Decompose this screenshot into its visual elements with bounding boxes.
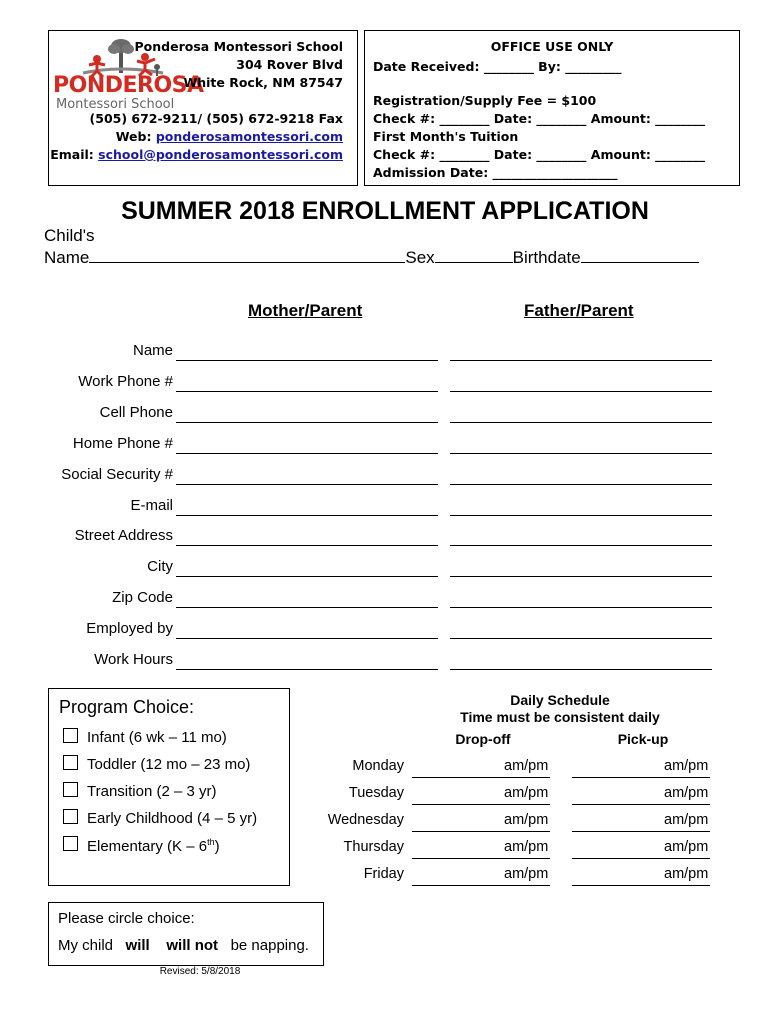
mother-heading: Mother/Parent: [248, 301, 363, 320]
wednesday-pickup-ampm: am/pm: [664, 812, 709, 828]
monday-pickup-ampm: am/pm: [664, 758, 709, 774]
tuesday-pickup-field[interactable]: [572, 804, 710, 805]
father-street-address-field[interactable]: [450, 545, 712, 546]
mother-work-phone-field[interactable]: [176, 391, 438, 392]
father-work-hours-field[interactable]: [450, 669, 712, 670]
mother-name-field[interactable]: [176, 360, 438, 361]
thursday-pickup-ampm: am/pm: [664, 839, 709, 855]
father-employed-by-field[interactable]: [450, 638, 712, 639]
checkbox-elementary[interactable]: [63, 836, 78, 851]
monday-dropoff-ampm: am/pm: [504, 758, 549, 774]
thursday-pickup-field[interactable]: [572, 858, 710, 859]
nap-choice-box: [48, 902, 324, 966]
day-tuesday: Tuesday: [348, 785, 404, 801]
option-transition: Transition (2 – 3 yr): [87, 783, 217, 800]
mother-e-mail-field[interactable]: [176, 515, 438, 516]
father-cell-phone-field[interactable]: [450, 422, 712, 423]
school-email-row: [50, 147, 343, 162]
mother-employed-by-field[interactable]: [176, 638, 438, 639]
option-elementary: [87, 837, 220, 855]
school-address: 304 Rover Blvd: [236, 57, 343, 72]
father-name-field[interactable]: [450, 360, 712, 361]
school-city: White Rock, NM 87547: [183, 75, 343, 90]
friday-pickup-ampm: am/pm: [664, 866, 709, 882]
mother-street-address-field[interactable]: [176, 545, 438, 546]
birthdate-label: Birthdate: [512, 248, 581, 267]
wednesday-dropoff-ampm: am/pm: [504, 812, 549, 828]
day-friday: Friday: [363, 866, 404, 882]
school-web-row: [116, 129, 343, 144]
option-toddler: Toddler (12 mo – 23 mo): [87, 756, 251, 773]
mother-city-field[interactable]: [176, 576, 438, 577]
day-thursday: Thursday: [343, 839, 404, 855]
label-city: City: [147, 558, 173, 575]
father-social-security-field[interactable]: [450, 484, 712, 485]
page-title: SUMMER 2018 ENROLLMENT APPLICATION: [121, 197, 649, 225]
thursday-dropoff-ampm: am/pm: [504, 839, 549, 855]
child-name-field[interactable]: [89, 248, 405, 263]
father-home-phone-field[interactable]: [450, 453, 712, 454]
thursday-dropoff-field[interactable]: [412, 858, 550, 859]
pickup-heading: Pick-up: [617, 731, 669, 747]
nap-suffix: be napping.: [230, 937, 309, 954]
mother-zip-code-field[interactable]: [176, 607, 438, 608]
label-cell-phone: Cell Phone: [99, 404, 173, 421]
school-phone: (505) 672-9211/ (505) 672-9218 Fax: [89, 111, 343, 126]
checkbox-transition[interactable]: [63, 782, 78, 797]
elementary-text: Elementary (K – 6: [87, 838, 208, 855]
office-check-1: Check #: ________ Date: ________ Amount: ________: [373, 111, 706, 126]
revised-date: Revised: 5/8/2018: [159, 966, 241, 977]
schedule-subtitle: Time must be consistent daily: [460, 709, 660, 725]
label-employed-by: Employed by: [86, 620, 173, 637]
office-tuition: First Month's Tuition: [373, 129, 519, 144]
program-choice-box: [48, 688, 290, 886]
nap-will-option[interactable]: will: [125, 937, 150, 954]
email-label: Email:: [50, 147, 94, 162]
program-title: Program Choice:: [59, 697, 195, 717]
office-title: OFFICE USE ONLY: [490, 39, 614, 54]
elementary-superscript: th: [207, 837, 215, 847]
checkbox-toddler[interactable]: [63, 755, 78, 770]
father-work-phone-field[interactable]: [450, 391, 712, 392]
label-street-address: Street Address: [74, 527, 173, 544]
mother-work-hours-field[interactable]: [176, 669, 438, 670]
option-infant: Infant (6 wk – 11 mo): [87, 729, 227, 746]
child-name-label: Name: [44, 248, 90, 267]
logo-subword: Montessori School: [56, 97, 175, 112]
school-name: Ponderosa Montessori School: [134, 39, 343, 54]
label-zip-code: Zip Code: [112, 589, 173, 606]
label-work-hours: Work Hours: [94, 651, 173, 668]
wednesday-dropoff-field[interactable]: [412, 831, 550, 832]
checkbox-early-childhood[interactable]: [63, 809, 78, 824]
friday-pickup-field[interactable]: [572, 885, 710, 886]
mother-social-security-field[interactable]: [176, 484, 438, 485]
mother-cell-phone-field[interactable]: [176, 422, 438, 423]
email-link[interactable]: school@ponderosamontessori.com: [98, 147, 343, 162]
child-info-row: [44, 248, 699, 268]
nap-title: Please circle choice:: [58, 910, 195, 927]
office-check-2: Check #: ________ Date: ________ Amount: ________: [373, 147, 706, 162]
tuesday-dropoff-ampm: am/pm: [504, 785, 549, 801]
monday-pickup-field[interactable]: [572, 777, 710, 778]
web-label: Web:: [115, 129, 152, 144]
wednesday-pickup-field[interactable]: [572, 831, 710, 832]
office-fee: Registration/Supply Fee = $100: [373, 93, 597, 108]
dropoff-heading: Drop-off: [455, 731, 511, 747]
checkbox-infant[interactable]: [63, 728, 78, 743]
school-info-box: [48, 30, 358, 186]
label-name: Name: [132, 342, 173, 359]
tuesday-pickup-ampm: am/pm: [664, 785, 709, 801]
schedule-title: Daily Schedule: [510, 692, 610, 708]
monday-dropoff-field[interactable]: [412, 777, 550, 778]
father-heading: Father/Parent: [524, 301, 634, 320]
nap-prefix: My child: [58, 937, 114, 954]
sex-field[interactable]: [435, 248, 513, 263]
friday-dropoff-ampm: am/pm: [504, 866, 549, 882]
nap-will-not-option[interactable]: will not: [166, 937, 219, 954]
label-e-mail: E-mail: [130, 497, 173, 514]
option-early-childhood: Early Childhood (4 – 5 yr): [87, 810, 258, 827]
sex-label: Sex: [405, 248, 435, 267]
label-social-security: Social Security #: [61, 466, 173, 483]
birthdate-field[interactable]: [581, 248, 699, 263]
office-use-box: [364, 30, 740, 186]
website-link[interactable]: ponderosamontessori.com: [155, 129, 343, 144]
office-admission: Admission Date: ____________________: [373, 165, 618, 180]
tuesday-dropoff-field[interactable]: [412, 804, 550, 805]
mother-home-phone-field[interactable]: [176, 453, 438, 454]
day-monday: Monday: [352, 758, 404, 774]
father-zip-code-field[interactable]: [450, 607, 712, 608]
friday-dropoff-field[interactable]: [412, 885, 550, 886]
father-e-mail-field[interactable]: [450, 515, 712, 516]
office-date-received: Date Received: ________ By: _________: [373, 59, 622, 74]
day-wednesday: Wednesday: [327, 812, 404, 828]
elementary-close: ): [214, 838, 220, 855]
label-home-phone: Home Phone #: [72, 435, 173, 452]
nap-row: [58, 937, 309, 954]
father-city-field[interactable]: [450, 576, 712, 577]
logo-wordmark: PONDEROSA: [53, 73, 204, 98]
child-label: Child's: [44, 226, 95, 245]
label-work-phone: Work Phone #: [78, 373, 173, 390]
